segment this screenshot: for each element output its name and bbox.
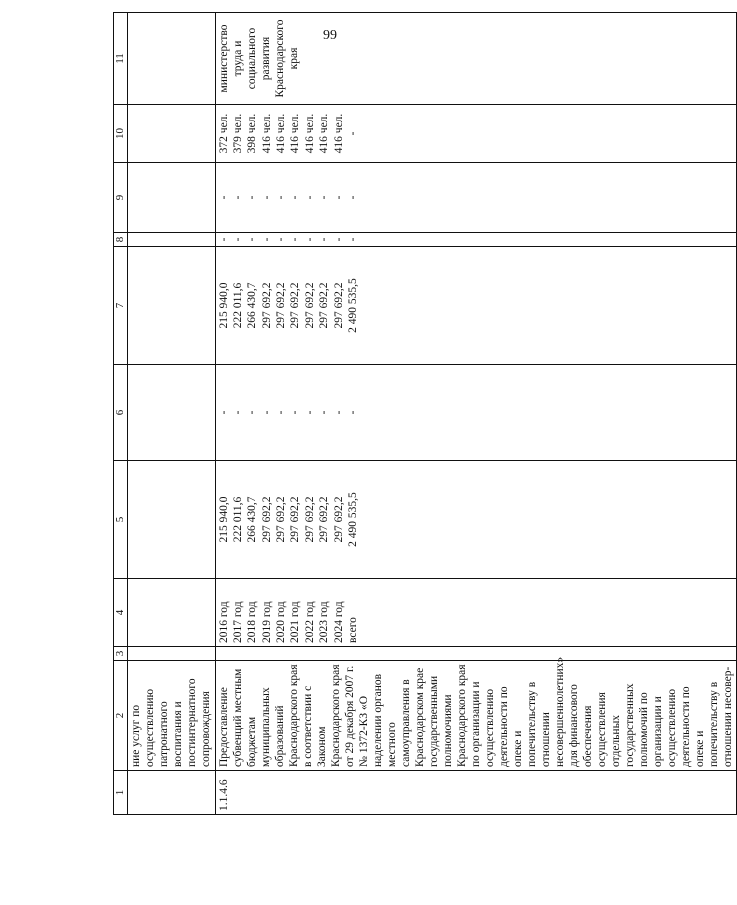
col10-values — [217, 108, 361, 159]
cell-value: 297 692,2 — [318, 282, 331, 329]
col6-values — [217, 368, 361, 457]
cell-value: - — [246, 237, 259, 242]
row-code: 1.1.4.6 — [215, 771, 737, 815]
cell-value: 398 чел. — [246, 113, 259, 154]
table-row — [215, 13, 737, 815]
cell-value: 2018 год — [246, 601, 259, 643]
cell-value: 266 430,7 — [246, 282, 259, 329]
cell-value: 416 чел. — [332, 113, 345, 154]
cell-value: - — [260, 195, 273, 200]
cell-value: - — [318, 195, 331, 200]
cell-value: - — [217, 410, 230, 415]
cell-value: - — [246, 410, 259, 415]
cell-value: - — [289, 237, 302, 242]
cell-value: 297 692,2 — [260, 282, 273, 329]
cell-value: 416 чел. — [275, 113, 288, 154]
cell-value: - — [275, 237, 288, 242]
cell-value: 297 692,2 — [303, 282, 316, 329]
cell-value: - — [303, 410, 316, 415]
cell-value: 297 692,2 — [303, 496, 316, 543]
col5-values — [217, 464, 361, 575]
cell-value: - — [318, 237, 331, 242]
column-header-row — [114, 13, 128, 815]
column-header: 4 — [114, 579, 128, 647]
cell-value: - — [347, 195, 360, 200]
year-list — [217, 582, 361, 643]
cell-value: - — [332, 195, 345, 200]
column-header: 8 — [114, 233, 128, 247]
cell-value: - — [231, 410, 244, 415]
cell-value: 416 чел. — [318, 113, 331, 154]
col7-values — [217, 250, 361, 361]
cell-value: - — [347, 410, 360, 415]
cell-value: 2 490 535,5 — [347, 492, 360, 547]
cell-value: - — [246, 195, 259, 200]
column-header: 10 — [114, 105, 128, 163]
cell-value: 2 490 535,5 — [347, 278, 360, 333]
cell-value: - — [332, 410, 345, 415]
continuation-description: ние услуг по осуществлению патронатного воспитания и постинтернатного сопровождения — [128, 661, 215, 771]
cell-value: 2024 год — [332, 601, 345, 643]
cell-value: - — [231, 195, 244, 200]
cell-value: - — [303, 237, 316, 242]
cell-value: 416 чел. — [303, 113, 316, 154]
cell-value: 416 чел. — [260, 113, 273, 154]
cell-value: 222 011,6 — [231, 282, 244, 329]
column-header: 2 — [114, 661, 128, 771]
cell-value: 215 940,0 — [217, 496, 230, 543]
cell-value: - — [303, 195, 316, 200]
cell-value: 2017 год — [231, 601, 244, 643]
cell-value: - — [318, 410, 331, 415]
cell-value: - — [289, 410, 302, 415]
cell-value: - — [217, 195, 230, 200]
cell-value: 297 692,2 — [289, 282, 302, 329]
column-header: 6 — [114, 365, 128, 461]
cell-value: всего — [347, 617, 360, 643]
cell-value: 372 чел. — [217, 113, 230, 154]
cell-value: 297 692,2 — [332, 496, 345, 543]
cell-value: - — [217, 237, 230, 242]
cell-value: 416 чел. — [289, 113, 302, 154]
cell-value: 215 940,0 — [217, 282, 230, 329]
page-number: 99 — [323, 28, 337, 43]
cell-value: 2020 год — [275, 601, 288, 643]
program-table — [113, 12, 737, 815]
continuation-row — [128, 13, 215, 815]
column-header: 5 — [114, 461, 128, 579]
row-description: Предоставление субвенций местным бюджетам муниципальных образований Краснодарского края в соответствии с Законом Краснодарского края от 29 декабря 2007 г. № 1372-КЗ «О наделении органов местного самоуправления в Краснодарском крае государственными полномочиями Краснодарского края по организации и осуществлению деятельности по опеке и попечительству в отношении несовершеннолетних» для финансового обеспечения осуществления отдельных государственных полномочий по организации и осуществлению деятельности по опеке и попечительству в отношении несовер- — [215, 661, 737, 771]
cell-value: 379 чел. — [231, 113, 244, 154]
column-header: 11 — [114, 13, 128, 105]
cell-value: 297 692,2 — [260, 496, 273, 543]
cell-value: - — [332, 237, 345, 242]
column-header: 7 — [114, 247, 128, 365]
col9-values — [217, 166, 361, 229]
cell-value: - — [275, 410, 288, 415]
cell-value: 297 692,2 — [332, 282, 345, 329]
cell-value: 2021 год — [289, 601, 302, 643]
column-header: 9 — [114, 163, 128, 233]
cell-value: 222 011,6 — [231, 496, 244, 543]
cell-value: - — [275, 195, 288, 200]
column-header: 3 — [114, 647, 128, 661]
cell-value: 2019 год — [260, 601, 273, 643]
cell-value: 297 692,2 — [275, 496, 288, 543]
cell-value: 2022 год — [303, 601, 316, 643]
cell-value: - — [347, 131, 360, 136]
cell-value: 266 430,7 — [246, 496, 259, 543]
col8-values — [217, 236, 361, 243]
cell-value: 297 692,2 — [275, 282, 288, 329]
cell-value: - — [231, 237, 244, 242]
cell-value: - — [260, 410, 273, 415]
column-header: 1 — [114, 771, 128, 815]
cell-value: 2016 год — [217, 601, 230, 643]
cell-value: - — [260, 237, 273, 242]
cell-value: 297 692,2 — [318, 496, 331, 543]
cell-value: 297 692,2 — [289, 496, 302, 543]
cell-value: - — [347, 237, 360, 242]
cell-value: - — [289, 195, 302, 200]
responsible-org: министерство труда и социального развития Краснодарского края — [215, 13, 737, 105]
cell-value: 2023 год — [318, 601, 331, 643]
